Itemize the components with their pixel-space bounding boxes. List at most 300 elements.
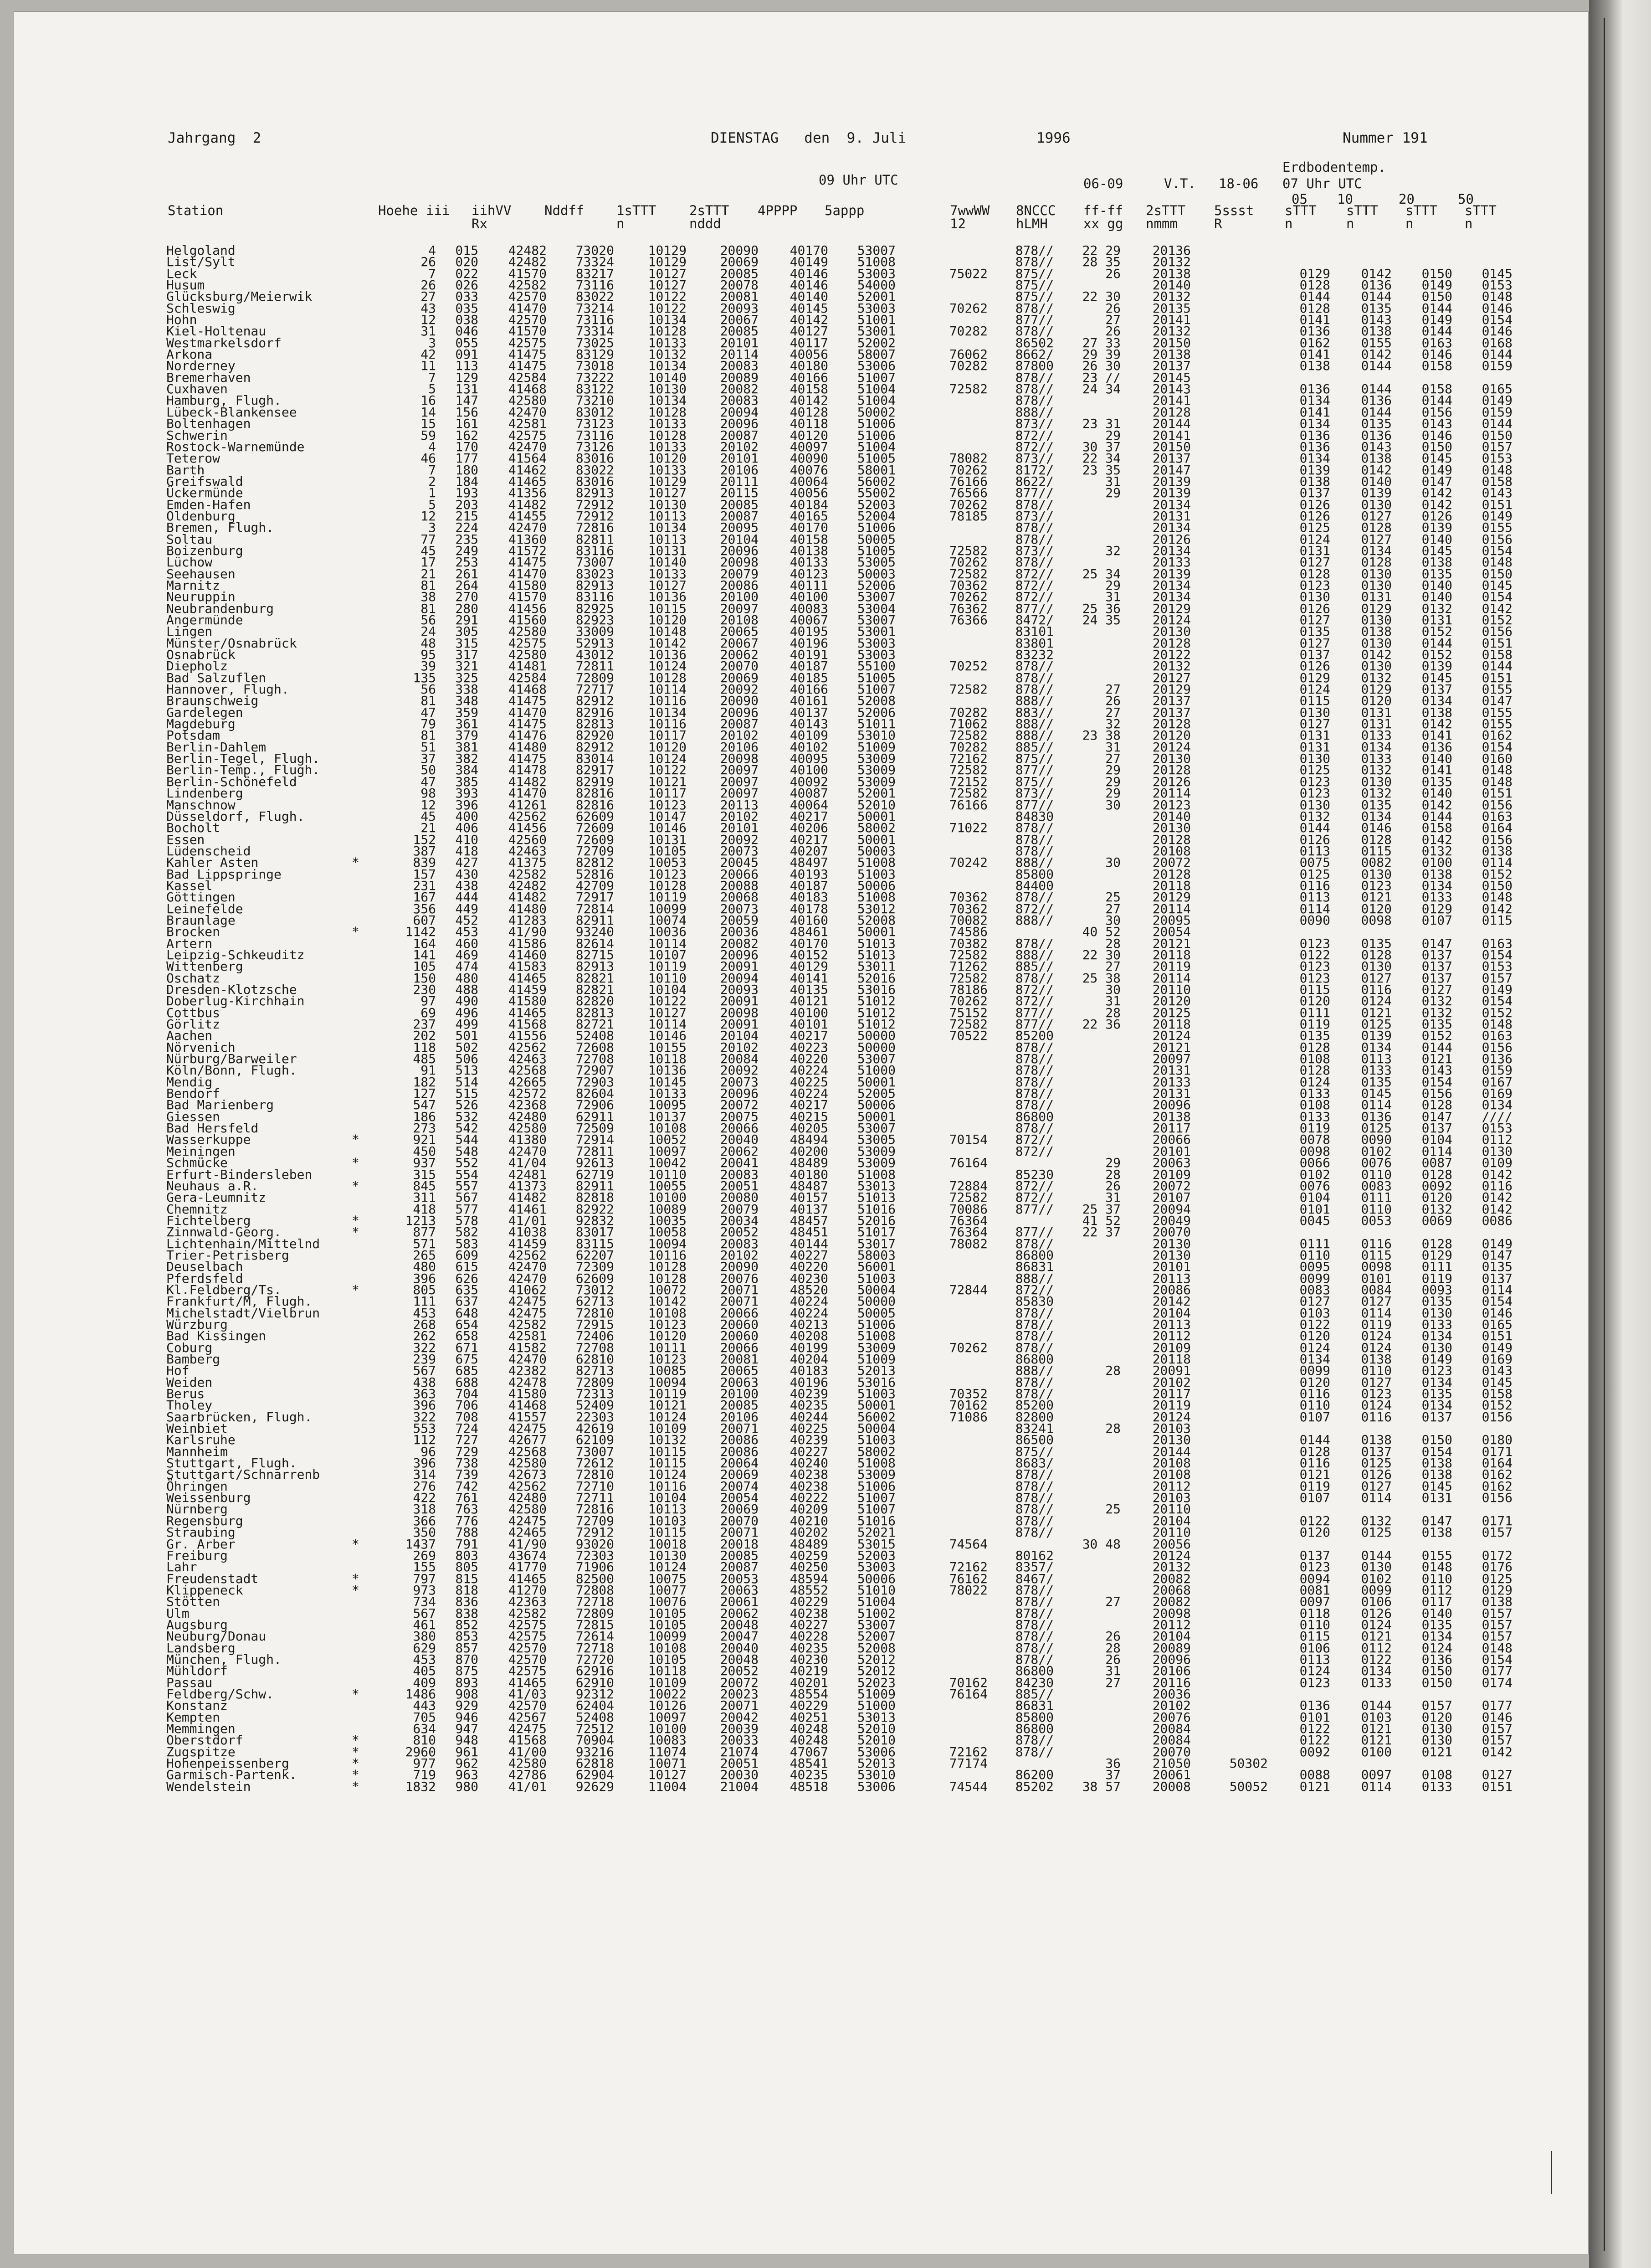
table-cell: 547 xyxy=(413,1099,436,1111)
station-name: Angermünde xyxy=(166,614,243,626)
table-cell: 72512 xyxy=(576,1723,614,1734)
table-cell: 980 xyxy=(455,1781,478,1792)
table-cell: 384 xyxy=(455,764,478,776)
table-cell: 48554 xyxy=(790,1688,828,1700)
table-cell: 0131 xyxy=(1300,741,1330,753)
table-cell: 10113 xyxy=(648,1503,687,1515)
table-cell: 0147 xyxy=(1422,476,1452,487)
table-cell: 48497 xyxy=(790,857,828,868)
table-cell: 26 xyxy=(1105,268,1121,279)
table-cell: 39 xyxy=(420,660,436,672)
table-cell: 42580 xyxy=(508,1122,547,1134)
table-cell: 20101 xyxy=(720,337,759,349)
table-cell: 82721 xyxy=(576,1018,614,1030)
table-cell: 10121 xyxy=(648,776,687,787)
table-cell: 56002 xyxy=(857,476,896,487)
station-name: Fichtelberg xyxy=(166,1215,251,1226)
station-name: Westmarkelsdorf xyxy=(166,337,282,349)
table-cell: 0110 xyxy=(1300,1619,1330,1630)
table-cell: 20101 xyxy=(1153,1261,1191,1272)
table-cell: 40183 xyxy=(790,891,828,903)
table-cell: 83022 xyxy=(576,464,614,476)
table-cell: 29 xyxy=(1105,776,1121,787)
table-cell: 42470 xyxy=(508,406,547,418)
table-cell: 0155 xyxy=(1482,684,1513,695)
table-cell: 0118 xyxy=(1300,1608,1330,1619)
column-header-row2-12: nmmm xyxy=(1146,216,1178,231)
table-cell: 86831 xyxy=(1015,1700,1054,1711)
table-cell: 53005 xyxy=(857,556,896,568)
table-cell: 637 xyxy=(455,1296,478,1307)
table-cell: 480 xyxy=(413,1261,436,1272)
table-cell: 41470 xyxy=(508,787,547,799)
table-cell: 878// xyxy=(1015,684,1054,695)
table-cell: 0132 xyxy=(1361,672,1392,684)
table-cell: 17 xyxy=(420,556,436,568)
table-cell: 20150 xyxy=(1153,337,1191,349)
table-cell: 40100 xyxy=(790,764,828,776)
table-cell: 20124 xyxy=(1153,614,1191,626)
table-cell: 0143 xyxy=(1482,487,1513,499)
table-cell: 40213 xyxy=(790,1319,828,1330)
table-cell: 12 xyxy=(420,510,436,522)
table-cell: 0098 xyxy=(1300,1146,1330,1157)
table-cell: 0151 xyxy=(1482,672,1513,684)
table-cell: 112 xyxy=(413,1434,436,1445)
table-cell: 53016 xyxy=(857,984,896,995)
table-cell: 40220 xyxy=(790,1261,828,1272)
table-cell: 52016 xyxy=(857,1215,896,1226)
table-cell: 20087 xyxy=(720,1561,759,1573)
table-cell: 72609 xyxy=(576,822,614,833)
table-cell: 20082 xyxy=(1153,1573,1191,1584)
table-cell: 0171 xyxy=(1482,1446,1513,1457)
table-cell: 41468 xyxy=(508,684,547,695)
table-cell: 393 xyxy=(455,787,478,799)
table-cell: 0135 xyxy=(1361,1076,1392,1088)
table-cell: 1486 xyxy=(405,1688,436,1700)
table-cell: 70262 xyxy=(949,499,988,510)
table-cell: 86800 xyxy=(1015,1723,1054,1734)
table-cell: 10071 xyxy=(648,1758,687,1769)
table-cell: 443 xyxy=(413,1700,436,1711)
table-cell: 72162 xyxy=(949,1746,988,1758)
table-cell: 82913 xyxy=(576,961,614,972)
table-cell: 83023 xyxy=(576,568,614,580)
table-cell: 20078 xyxy=(720,279,759,291)
table-cell: 52408 xyxy=(576,1712,614,1723)
table-cell: 42572 xyxy=(508,1088,547,1099)
table-cell: 878// xyxy=(1015,1734,1054,1746)
table-cell: 0132 xyxy=(1422,603,1452,614)
table-cell: 58007 xyxy=(857,349,896,360)
table-cell: 253 xyxy=(455,556,478,568)
mountain-station-marker: * xyxy=(352,1781,359,1792)
table-cell: 0130 xyxy=(1361,776,1392,787)
table-cell: 10130 xyxy=(648,383,687,395)
table-cell: 675 xyxy=(455,1353,478,1365)
table-cell: 0150 xyxy=(1422,291,1452,302)
table-cell: 20119 xyxy=(1153,1399,1191,1411)
table-cell: 20096 xyxy=(720,949,759,961)
table-cell: 20102 xyxy=(720,441,759,453)
table-cell: 0132 xyxy=(1422,1007,1452,1018)
table-cell: 0134 xyxy=(1361,741,1392,753)
table-cell: 20139 xyxy=(1153,476,1191,487)
table-cell: 22 29 xyxy=(1082,245,1121,256)
table-cell: 40056 xyxy=(790,349,828,360)
table-cell: 72915 xyxy=(576,1319,614,1330)
table-cell: 0137 xyxy=(1422,961,1452,972)
table-cell: 0130 xyxy=(1422,1342,1452,1353)
table-cell: 10120 xyxy=(648,614,687,626)
table-cell: 0159 xyxy=(1482,406,1513,418)
table-cell: 0126 xyxy=(1300,603,1330,614)
table-cell: 20126 xyxy=(1153,776,1191,787)
table-cell: 10128 xyxy=(648,325,687,337)
table-cell: 40146 xyxy=(790,279,828,291)
station-name: Lübeck-Blankensee xyxy=(166,406,297,418)
binding-spine xyxy=(1589,0,1651,2268)
station-name: Husum xyxy=(166,279,205,291)
table-cell: 0110 xyxy=(1361,1203,1392,1215)
table-cell: 230 xyxy=(413,984,436,995)
table-cell: 53015 xyxy=(857,1538,896,1550)
station-name: Greifswald xyxy=(166,476,243,487)
table-cell: 40170 xyxy=(790,245,828,256)
table-cell: 41482 xyxy=(508,1192,547,1203)
table-cell: 53001 xyxy=(857,325,896,337)
table-cell: 42480 xyxy=(508,1111,547,1122)
table-cell: 888// xyxy=(1015,915,1054,926)
table-cell: 20067 xyxy=(720,314,759,325)
table-cell: 50001 xyxy=(857,1111,896,1122)
table-cell: 0144 xyxy=(1422,395,1452,406)
table-cell: 10113 xyxy=(648,534,687,545)
table-cell: 135 xyxy=(413,672,436,684)
table-cell: 20073 xyxy=(720,845,759,857)
table-cell: 41470 xyxy=(508,707,547,718)
table-cell: 141 xyxy=(413,949,436,961)
table-cell: 0081 xyxy=(1300,1584,1330,1596)
table-cell: 0104 xyxy=(1300,1192,1330,1203)
station-name: Michelstadt/Vielbrun xyxy=(166,1307,320,1319)
table-cell: 1437 xyxy=(405,1538,436,1550)
table-cell: 10035 xyxy=(648,1215,687,1226)
station-name: Neuruppin xyxy=(166,591,236,602)
table-cell: 0124 xyxy=(1361,995,1392,1007)
table-cell: 0119 xyxy=(1422,1273,1452,1284)
table-cell: 20113 xyxy=(720,799,759,811)
table-cell: 76364 xyxy=(949,1226,988,1238)
table-cell: 42562 xyxy=(508,1481,547,1492)
table-cell: 0134 xyxy=(1300,1353,1330,1365)
table-cell: 0099 xyxy=(1361,1584,1392,1596)
table-cell: 40178 xyxy=(790,903,828,915)
table-cell: 31 xyxy=(1105,591,1121,602)
station-name: Kempten xyxy=(166,1712,220,1723)
table-cell: 53003 xyxy=(857,303,896,314)
table-cell: 20030 xyxy=(720,1769,759,1780)
table-cell: 42786 xyxy=(508,1769,547,1780)
table-cell: 20080 xyxy=(720,1192,759,1203)
table-cell: 10118 xyxy=(648,1665,687,1677)
table-cell: 29 39 xyxy=(1082,349,1121,360)
table-cell: 41475 xyxy=(508,718,547,730)
table-cell: 658 xyxy=(455,1330,478,1342)
table-cell: 10128 xyxy=(648,1261,687,1272)
table-cell: 10114 xyxy=(648,1018,687,1030)
station-name: Hof xyxy=(166,1365,190,1376)
table-cell: 29 xyxy=(1105,787,1121,799)
station-name: Potsdam xyxy=(166,730,220,741)
station-name: Oschatz xyxy=(166,972,220,984)
table-cell: 20039 xyxy=(720,1723,759,1734)
table-cell: 0098 xyxy=(1361,1261,1392,1272)
table-cell: 10130 xyxy=(648,499,687,510)
table-cell: 0117 xyxy=(1422,1596,1452,1607)
table-cell: 41360 xyxy=(508,534,547,545)
table-cell: 0123 xyxy=(1361,1388,1392,1399)
table-cell: 40165 xyxy=(790,510,828,522)
table-cell: 0133 xyxy=(1361,730,1392,741)
table-cell: 20108 xyxy=(1153,1469,1191,1480)
table-cell: 41 52 xyxy=(1082,1215,1121,1226)
table-cell: 53009 xyxy=(857,1157,896,1168)
table-cell: 42562 xyxy=(508,811,547,822)
table-cell: 724 xyxy=(455,1423,478,1434)
table-cell: 20126 xyxy=(1153,534,1191,545)
table-cell: 20097 xyxy=(1153,1053,1191,1065)
table-cell: 0158 xyxy=(1422,360,1452,371)
station-name: Helgoland xyxy=(166,245,236,256)
table-cell: 20096 xyxy=(720,707,759,718)
table-cell: 0138 xyxy=(1361,626,1392,637)
table-cell: 72708 xyxy=(576,1053,614,1065)
table-cell: 78082 xyxy=(949,453,988,464)
table-cell: 72162 xyxy=(949,1561,988,1573)
table-cell: 72309 xyxy=(576,1261,614,1272)
table-cell: 0148 xyxy=(1482,291,1513,302)
table-cell: 40111 xyxy=(790,580,828,591)
table-cell: 62910 xyxy=(576,1677,614,1688)
table-cell: 40095 xyxy=(790,753,828,764)
table-cell: 40248 xyxy=(790,1734,828,1746)
table-cell: 20118 xyxy=(1153,949,1191,961)
table-cell: 53007 xyxy=(857,245,896,256)
table-cell: 875// xyxy=(1015,776,1054,787)
table-cell: 41580 xyxy=(508,1388,547,1399)
table-cell: 0137 xyxy=(1300,1550,1330,1561)
table-cell: 0134 xyxy=(1361,1042,1392,1053)
table-cell: 52006 xyxy=(857,580,896,591)
table-cell: 0139 xyxy=(1422,522,1452,533)
table-cell: 20138 xyxy=(1153,349,1191,360)
table-cell: 73007 xyxy=(576,556,614,568)
table-cell: 0139 xyxy=(1361,1030,1392,1041)
table-cell: 78082 xyxy=(949,1238,988,1250)
table-cell: 40219 xyxy=(790,1665,828,1677)
table-cell: 93020 xyxy=(576,1538,614,1550)
table-cell: 20132 xyxy=(1153,325,1191,337)
table-cell: 0128 xyxy=(1300,1065,1330,1076)
station-name: Leck xyxy=(166,268,197,279)
table-cell: 0145 xyxy=(1361,1088,1392,1099)
table-cell: 40137 xyxy=(790,1203,828,1215)
table-cell: 872// xyxy=(1015,1134,1054,1145)
table-cell: 26 30 xyxy=(1082,360,1121,371)
table-cell: 40240 xyxy=(790,1457,828,1469)
table-cell: 0045 xyxy=(1300,1215,1330,1226)
mountain-station-marker: * xyxy=(352,1215,359,1226)
table-cell: 53006 xyxy=(857,360,896,371)
station-name: Klippeneck xyxy=(166,1584,243,1596)
table-cell: 532 xyxy=(455,1111,478,1122)
station-name: Lüdenscheid xyxy=(166,845,251,857)
station-name: Weinbiet xyxy=(166,1423,228,1434)
table-cell: 72711 xyxy=(576,1492,614,1503)
table-cell: 10075 xyxy=(648,1573,687,1584)
table-cell: 0135 xyxy=(1361,938,1392,949)
table-cell: 72912 xyxy=(576,1527,614,1538)
table-cell: 52408 xyxy=(576,1030,614,1041)
table-cell: 0128 xyxy=(1300,568,1330,580)
table-cell: 72810 xyxy=(576,1307,614,1319)
table-cell: 75022 xyxy=(949,268,988,279)
table-cell: 23 38 xyxy=(1082,730,1121,741)
table-cell: 10127 xyxy=(648,1769,687,1780)
table-cell: 82912 xyxy=(576,741,614,753)
table-cell: 10116 xyxy=(648,1481,687,1492)
table-cell: 51008 xyxy=(857,1169,896,1180)
table-cell: 875// xyxy=(1015,753,1054,764)
table-cell: 20082 xyxy=(720,383,759,395)
station-name: Bad Kissingen xyxy=(166,1330,266,1342)
table-cell: 41570 xyxy=(508,591,547,602)
table-cell: 325 xyxy=(455,672,478,684)
table-cell: 488 xyxy=(455,984,478,995)
table-cell: 20097 xyxy=(720,787,759,799)
table-cell: 69 xyxy=(420,1007,436,1018)
station-name: Soltau xyxy=(166,534,212,545)
table-cell: 41/90 xyxy=(508,1538,547,1550)
station-name: Gera-Leumnitz xyxy=(166,1192,266,1203)
table-cell: 82925 xyxy=(576,603,614,614)
table-cell: 0123 xyxy=(1300,787,1330,799)
table-cell: 73116 xyxy=(576,279,614,291)
table-cell: 452 xyxy=(455,915,478,926)
table-cell: 033 xyxy=(455,291,478,302)
table-cell: 40217 xyxy=(790,811,828,822)
table-cell: 7 xyxy=(428,372,436,383)
table-cell: 53009 xyxy=(857,1342,896,1353)
table-cell: 20089 xyxy=(1153,1642,1191,1654)
table-cell: 474 xyxy=(455,961,478,972)
table-cell: 577 xyxy=(455,1203,478,1215)
table-cell: 20040 xyxy=(720,1642,759,1654)
station-name: Kl.Feldberg/Ts. xyxy=(166,1284,282,1296)
table-cell: 977 xyxy=(413,1758,436,1769)
table-cell: 430 xyxy=(455,869,478,880)
table-cell: 0143 xyxy=(1482,1365,1513,1376)
table-cell: 578 xyxy=(455,1215,478,1226)
table-cell: 10134 xyxy=(648,522,687,533)
station-name: Teterow xyxy=(166,453,220,464)
table-cell: 0125 xyxy=(1300,522,1330,533)
column-header-row1-10: 8NCCC xyxy=(1016,203,1056,218)
table-cell: 70362 xyxy=(949,891,988,903)
table-cell: 40102 xyxy=(790,741,828,753)
table-cell: 20086 xyxy=(720,580,759,591)
table-cell: 0162 xyxy=(1300,337,1330,349)
table-cell: 53005 xyxy=(857,1134,896,1145)
table-cell: 10146 xyxy=(648,1030,687,1041)
table-cell: 48487 xyxy=(790,1180,828,1192)
table-cell: 0156 xyxy=(1482,1411,1513,1423)
table-cell: 0142 xyxy=(1482,603,1513,614)
table-cell: 25 37 xyxy=(1082,1203,1121,1215)
table-cell: 496 xyxy=(455,1007,478,1018)
table-cell: 0110 xyxy=(1361,1169,1392,1180)
table-cell: 0147 xyxy=(1422,1515,1452,1527)
table-cell: 20072 xyxy=(720,1677,759,1688)
table-cell: 265 xyxy=(413,1250,436,1261)
table-cell: 708 xyxy=(455,1411,478,1423)
table-cell: 291 xyxy=(455,614,478,626)
table-cell: 10109 xyxy=(648,1423,687,1434)
table-cell: 0069 xyxy=(1422,1215,1452,1226)
table-cell: 0124 xyxy=(1300,1076,1330,1088)
table-cell: 40191 xyxy=(790,649,828,660)
table-cell: 73116 xyxy=(576,314,614,325)
table-cell: 84830 xyxy=(1015,811,1054,822)
table-cell: 10133 xyxy=(648,464,687,476)
table-cell: 10134 xyxy=(648,707,687,718)
table-cell: 20052 xyxy=(720,1226,759,1238)
table-cell: 51007 xyxy=(857,372,896,383)
table-cell: 0123 xyxy=(1300,1677,1330,1688)
station-name: Kassel xyxy=(166,880,212,891)
table-cell: 418 xyxy=(413,1203,436,1215)
table-cell: 72608 xyxy=(576,1042,614,1053)
table-cell: 0102 xyxy=(1361,1573,1392,1584)
station-name: Dresden-Klotzsche xyxy=(166,984,297,995)
table-cell: 20127 xyxy=(1153,672,1191,684)
table-cell: 20141 xyxy=(1153,314,1191,325)
table-cell: 48451 xyxy=(790,1226,828,1238)
table-cell: 0131 xyxy=(1300,545,1330,556)
table-cell: 22303 xyxy=(576,1411,614,1423)
table-cell: 20036 xyxy=(1153,1688,1191,1700)
table-cell: 41/04 xyxy=(508,1157,547,1168)
table-cell: 0142 xyxy=(1482,1203,1513,1215)
table-cell: 42570 xyxy=(508,1642,547,1654)
table-cell: 10140 xyxy=(648,372,687,383)
table-cell: 184 xyxy=(455,476,478,487)
table-cell: 23 31 xyxy=(1082,418,1121,429)
station-name: Essen xyxy=(166,834,205,845)
table-cell: 72582 xyxy=(949,545,988,556)
table-cell: 70382 xyxy=(949,938,988,949)
table-cell: 76162 xyxy=(949,1573,988,1584)
table-cell: 20130 xyxy=(1153,753,1191,764)
table-cell: 10122 xyxy=(648,995,687,1007)
table-cell: 0148 xyxy=(1482,1642,1513,1654)
table-cell: 129 xyxy=(455,372,478,383)
table-cell: 182 xyxy=(413,1076,436,1088)
table-cell: 0145 xyxy=(1422,545,1452,556)
table-cell: 0135 xyxy=(1361,418,1392,429)
